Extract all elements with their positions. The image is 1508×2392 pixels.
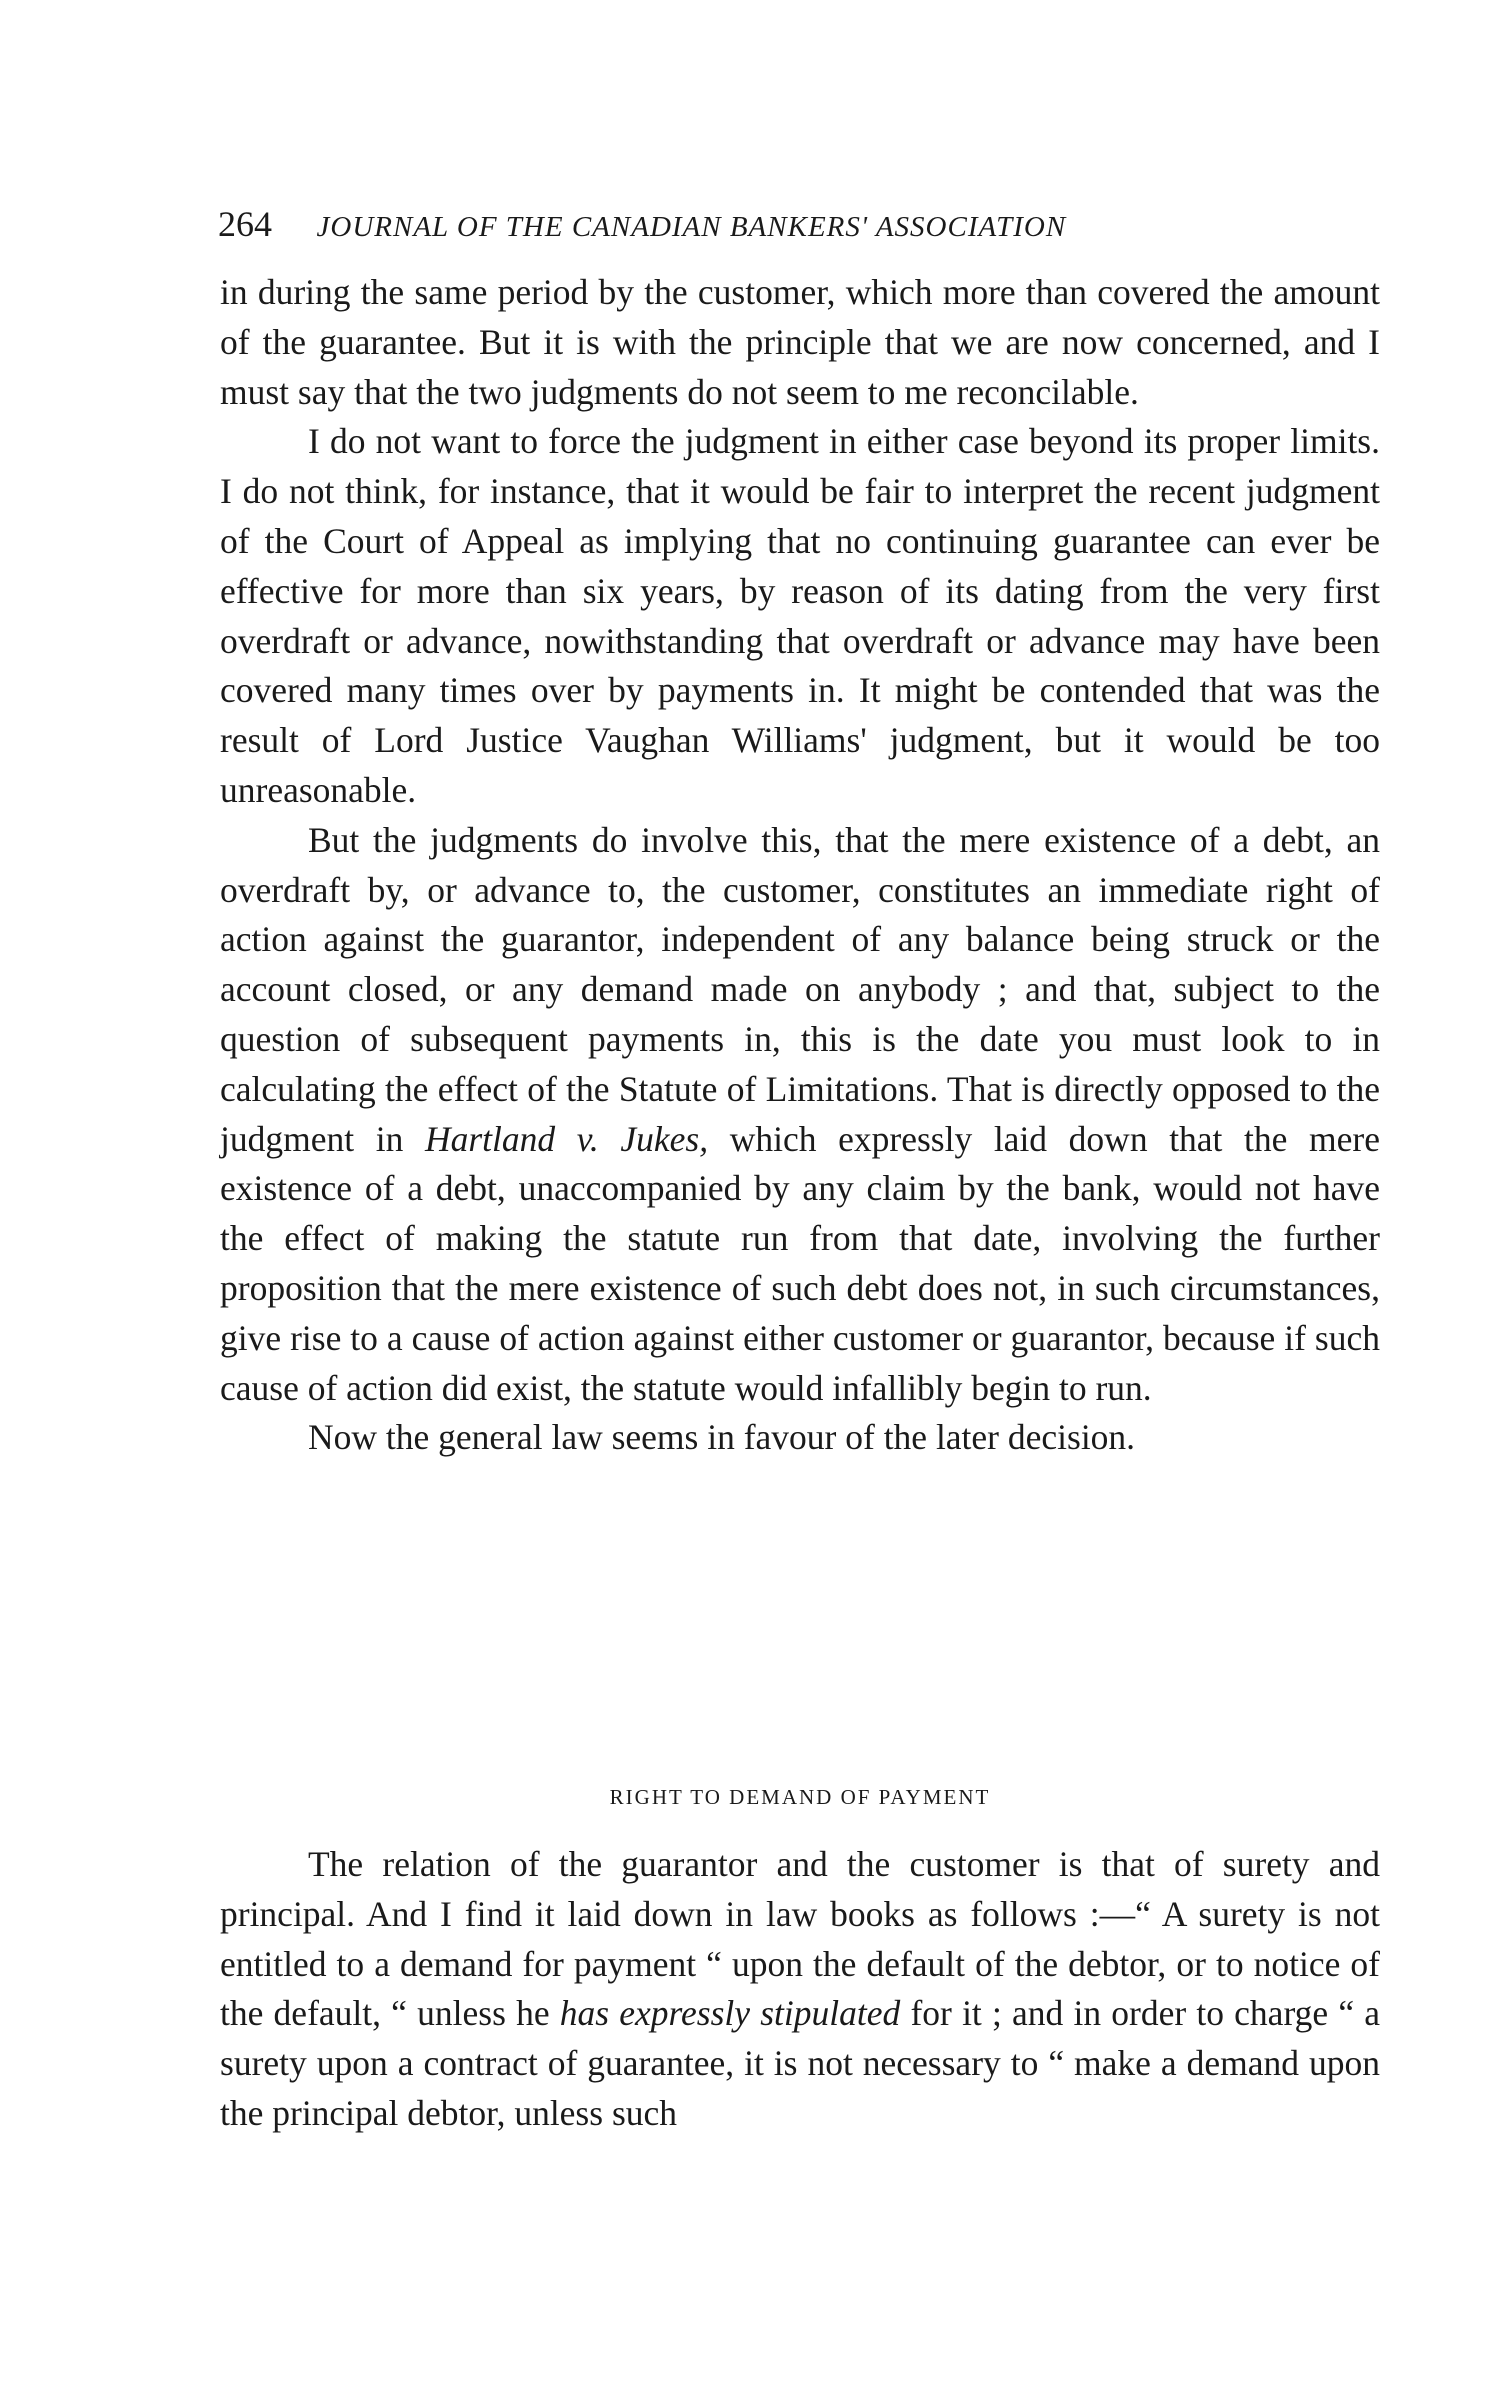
paragraph-judgment-limits: I do not want to force the judgment in either case beyond its proper limits. I do not think, for instance, that it would be fair to interpret the recent judgment of the Court of Appeal as implying that no continuing guarantee can ever be effective for more than six years, by reason of its dating from the very first overdraft or advance, nowithstanding that overdraft or advance may have been covered many times over by payments in. It might be contended that was the result of Lord Justice Vaughan Williams' judgment, but it would be too unreasonable. bbox=[220, 421, 1380, 810]
case-name: Hartland v. Jukes, bbox=[424, 1118, 709, 1159]
section-text bbox=[220, 1840, 1380, 2139]
paragraph-general-law: Now the general law seems in favour of the later decision. bbox=[308, 1417, 1136, 1458]
paragraph-continuation: in during the same period by the customer, which more than covered the amount of the guarantee. But it is with the principle that we are now concerned, and I must say that the two judgments do not seem to me reconcilable. bbox=[220, 272, 1380, 412]
paragraph-surety bbox=[220, 1840, 1380, 2139]
paragraph-text: The relation of the guarantor and the customer is that of surety and principal. And I find it laid down in law books as follows :—“ A surety is not entitled to a demand for payment “ upon the default of the debtor, or to notice of the default, “ unless he bbox=[220, 1844, 1380, 2034]
paragraph-judgments-involve bbox=[220, 816, 1380, 1414]
paragraph-text: But the judgments do involve this, that the mere existence of a debt, an overdraft by, or advance to, the customer, constitutes an immediate right of action against the guarantor, independent of any balance being struck or the account closed, or any demand made on anybody ; and that, subject to the question of subsequent payments in, this is the date you must look to in calculating the effect of the Statute of Limitations. That is directly opposed to the judgment in bbox=[220, 819, 1380, 1159]
main-text bbox=[220, 268, 1380, 1463]
emphasis-text: has expressly stipulated bbox=[559, 1993, 901, 2034]
running-head bbox=[218, 198, 1378, 250]
paragraph-text: which expressly laid down that the mere existence of a debt, unaccompanied by any claim by the bank, would not have the effect of making the statute run from that date, involving the further proposition that the mere existence of such debt does not, in such circumstances, give rise to a cause of action against either customer or guarantor, because if such cause of action did exist, the statute would infallibly begin to run. bbox=[220, 1118, 1380, 1408]
journal-title: JOURNAL OF THE CANADIAN BANKERS' ASSOCIATION bbox=[316, 211, 1067, 243]
page-number: 264 bbox=[218, 204, 272, 244]
section-heading: RIGHT TO DEMAND OF PAYMENT bbox=[609, 1785, 991, 1809]
paragraph-text: for it ; and in order to charge “ a surety upon a contract of guarantee, it is not necessary to “ make a demand upon the principal debtor, unless such bbox=[220, 1993, 1381, 2133]
